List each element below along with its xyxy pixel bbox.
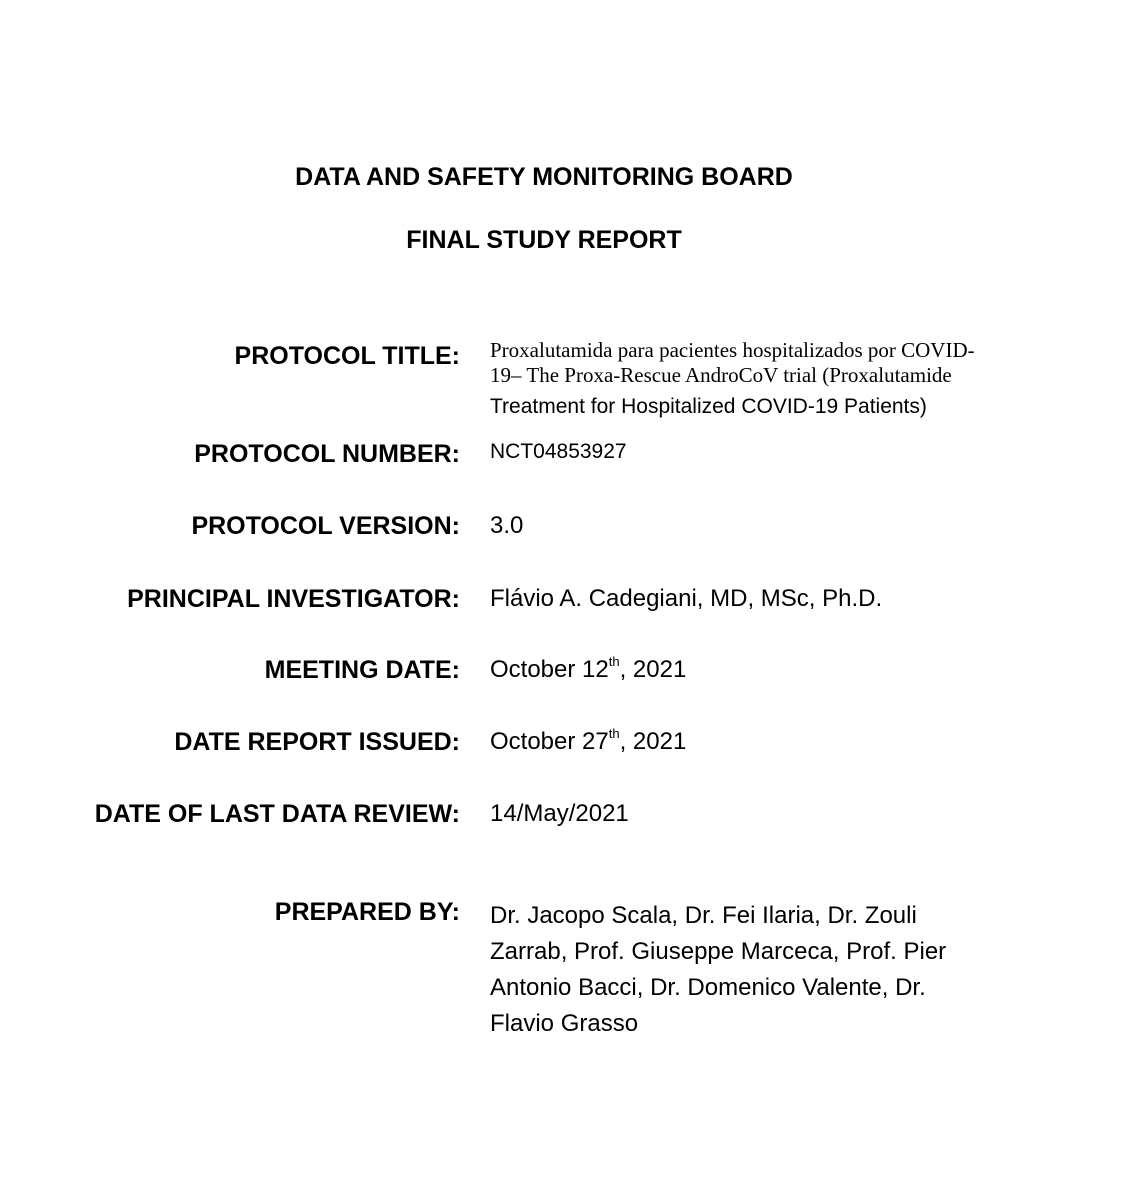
- document-title: DATA AND SAFETY MONITORING BOARD: [295, 163, 793, 191]
- protocol-title-line: Proxalutamida para pacientes hospitalizados por COVID-: [490, 338, 975, 362]
- date-last-review-label: DATE OF LAST DATA REVIEW:: [94, 800, 460, 828]
- protocol-version-label: PROTOCOL VERSION:: [191, 512, 460, 540]
- date-report-issued-main: October 27: [490, 728, 609, 755]
- meeting-date-suffix: th: [608, 654, 620, 669]
- meeting-date-main: October 12: [490, 656, 609, 683]
- protocol-number-value: NCT04853927: [490, 440, 627, 463]
- protocol-title-label: PROTOCOL TITLE:: [234, 342, 460, 370]
- protocol-number-label: PROTOCOL NUMBER:: [194, 440, 460, 468]
- date-last-review-value: 14/May/2021: [490, 800, 629, 827]
- principal-investigator-value: Flávio A. Cadegiani, MD, MSc, Ph.D.: [490, 585, 883, 612]
- prepared-by-value: [490, 898, 946, 1042]
- meeting-date-label: MEETING DATE:: [264, 656, 460, 684]
- date-report-issued-label: DATE REPORT ISSUED:: [174, 728, 460, 756]
- protocol-version-value: 3.0: [490, 512, 524, 539]
- prepared-by-line: Antonio Bacci, Dr. Domenico Valente, Dr.: [490, 974, 926, 1001]
- protocol-title-line: Treatment for Hospitalized COVID-19 Patients): [490, 395, 927, 418]
- principal-investigator-label: PRINCIPAL INVESTIGATOR:: [127, 585, 460, 613]
- date-report-issued-suffix: th: [608, 726, 620, 741]
- date-report-issued-value: [490, 728, 686, 756]
- document-subtitle: FINAL STUDY REPORT: [406, 226, 682, 254]
- prepared-by-line: Flavio Grasso: [490, 1010, 639, 1037]
- prepared-by-line: Zarrab, Prof. Giuseppe Marceca, Prof. Pier: [490, 938, 947, 965]
- meeting-date-value: [490, 656, 686, 684]
- meeting-date-year: , 2021: [619, 656, 687, 683]
- prepared-by-label: PREPARED BY:: [274, 898, 460, 926]
- date-report-issued-year: , 2021: [619, 728, 687, 755]
- protocol-title-value: [490, 338, 975, 419]
- prepared-by-line: Dr. Jacopo Scala, Dr. Fei Ilaria, Dr. Zouli: [490, 902, 917, 929]
- protocol-title-line: 19– The Proxa-Rescue AndroCoV trial (Proxalutamide: [490, 363, 952, 387]
